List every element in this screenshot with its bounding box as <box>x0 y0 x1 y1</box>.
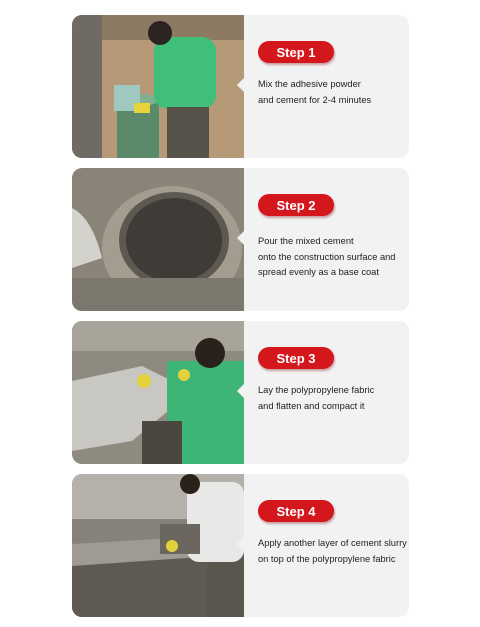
step-1-description <box>258 77 408 108</box>
step-4-notch <box>237 536 245 552</box>
step-2-badge: Step 2 <box>258 194 334 216</box>
step-1-line-1: Mix the adhesive powder <box>258 79 361 89</box>
step-4-badge: Step 4 <box>258 500 334 522</box>
step-2-line-2: onto the construction surface and <box>258 251 396 262</box>
step-card-2 <box>72 168 409 311</box>
step-2-notch <box>237 230 245 246</box>
step-1-photo <box>72 15 244 158</box>
step-card-1 <box>72 15 409 158</box>
step-card-3 <box>72 321 409 464</box>
step-card-4 <box>72 474 409 617</box>
step-3-line-2: and flatten and compact it <box>258 400 365 411</box>
step-4-photo <box>72 474 244 617</box>
step-2-description <box>258 234 408 281</box>
step-2-line-1: Pour the mixed cement <box>258 236 354 246</box>
step-3-badge: Step 3 <box>258 347 334 369</box>
step-4-line-2: on top of the polypropylene fabric <box>258 553 396 564</box>
step-1-line-2: and cement for 2-4 minutes <box>258 94 372 105</box>
step-3-photo <box>72 321 244 464</box>
step-4-description <box>258 536 408 567</box>
step-2-line-3: spread evenly as a base coat <box>258 267 379 277</box>
step-3-notch <box>237 383 245 399</box>
step-2-photo <box>72 168 244 311</box>
step-1-notch <box>237 77 245 93</box>
step-3-line-1: Lay the polypropylene fabric <box>258 385 375 395</box>
step-1-badge: Step 1 <box>258 41 334 63</box>
step-3-description <box>258 383 408 414</box>
step-4-line-1: Apply another layer of cement slurry <box>258 538 407 548</box>
